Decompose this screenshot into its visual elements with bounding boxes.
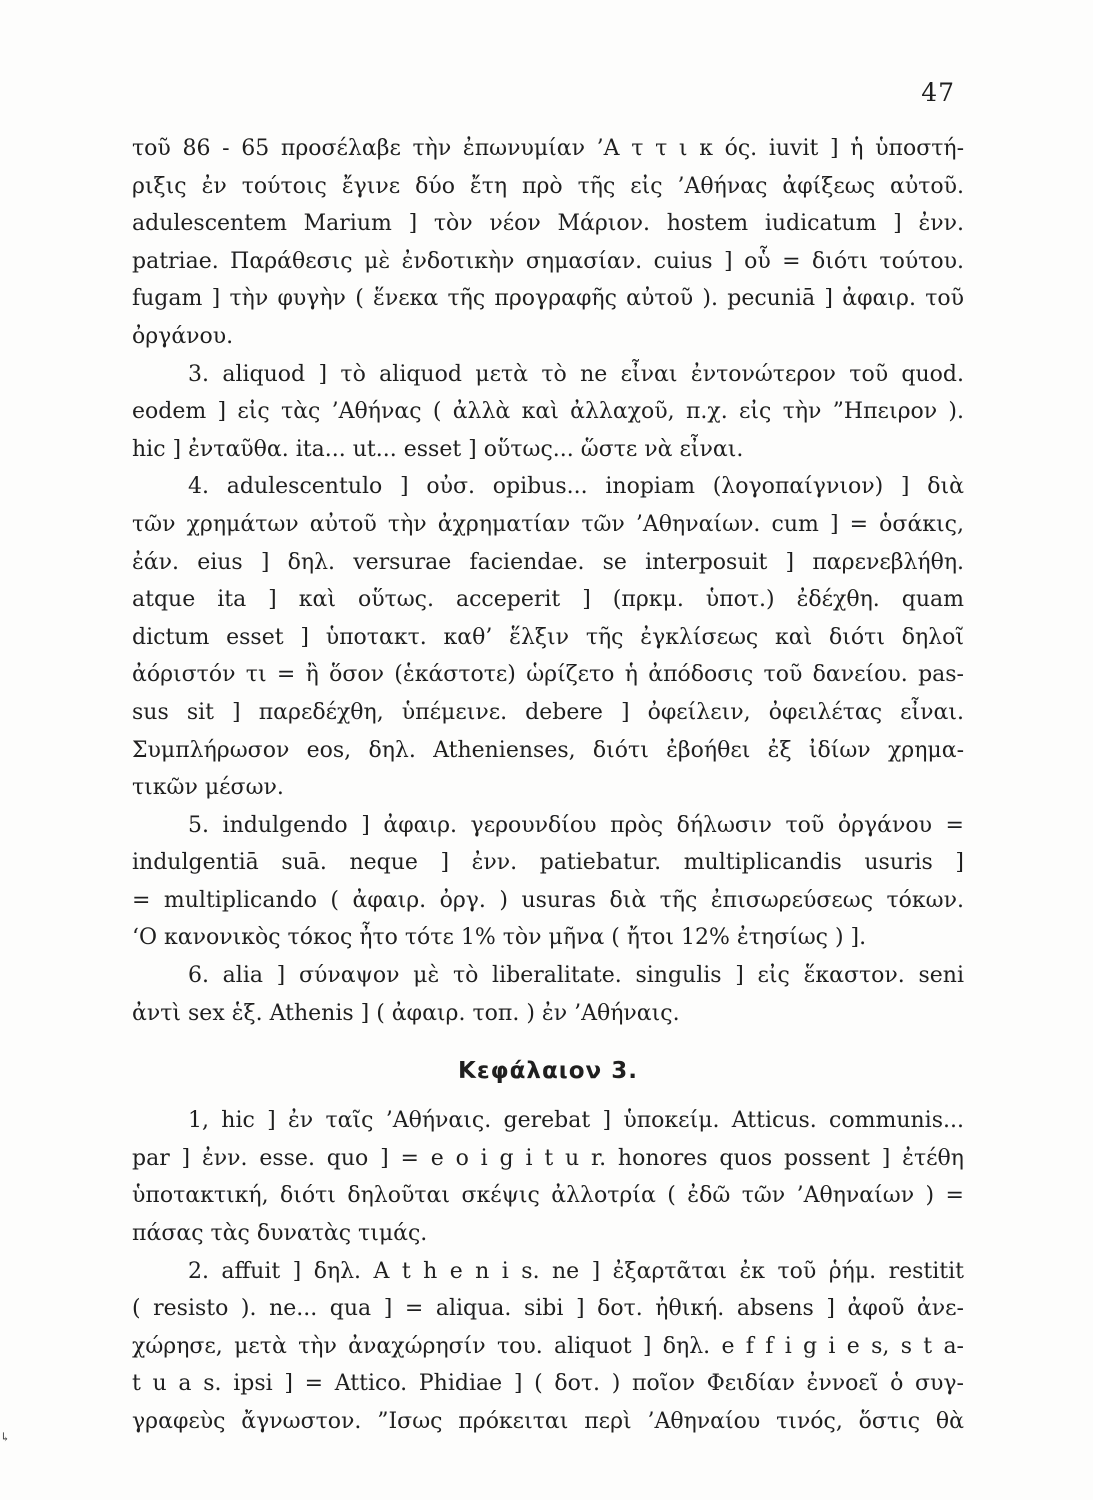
text-line: 1, hic ] ἐν ταῖς ’Αθήναις. gerebat ] ὑποκείμ. Atticus. communis... (188, 1108, 964, 1134)
text-line: hic ] ἐνταῦθα. ita... ut... esset ] οὕτως... ὥστε νὰ εἶναι. (132, 436, 744, 462)
text-line: t u a s. ipsi ] = Attico. Phidiae ] ( δοτ. ) ποῖον Φειδίαν ἐννοεῖ ὁ συγ- (132, 1371, 964, 1397)
text-line: ριξις ἐν τούτοις ἔγινε δύο ἔτη πρὸ τῆς εἰς ’Αθήνας ἀφίξεως αὐτοῦ. (132, 173, 964, 199)
text-line: ἀόριστόν τι = ἢ ὅσον (ἑκάστοτε) ὡρίζετο ἡ ἀπόδοσις τοῦ δανείου. pas- (132, 662, 964, 688)
text-line: ἐάν. eius ] δηλ. versurae faciendae. se interposuit ] παρενεβλήθη. (132, 549, 964, 575)
text-line: ὀργάνου. (132, 323, 234, 349)
text-line: 6. alia ] σύναψον μὲ τὸ liberalitate. singulis ] εἰς ἕκαστον. seni (188, 963, 964, 989)
scan-edge-mark: ↳ (0, 1430, 11, 1444)
chapter-heading: Κεφάλαιον 3. (458, 1058, 638, 1085)
text-line: τοῦ 86 - 65 προσέλαβε τὴν ἐπωνυμίαν ’Α τ τ ι κ ός. iuvit ] ἡ ὑποστή- (132, 136, 964, 161)
chapter-2-notes (132, 130, 964, 1032)
text-line: ‘Ο κανονικὸς τόκος ἦτο τότε 1% τὸν μῆνα ( ἤτοι 12% ἐτησίως ) ]. (132, 925, 867, 951)
text-line: = multiplicando ( ἀφαιρ. ὀργ. ) usuras διὰ τῆς ἐπισωρεύσεως τόκων. (132, 887, 964, 913)
text-line: Συμπλήρωσον eos, δηλ. Athenienses, διότι ἐβοήθει ἐξ ἰδίων χρημα- (132, 737, 964, 763)
page-number: 47 (921, 78, 955, 107)
text-line: 5. indulgendo ] ἀφαιρ. γερουνδίου πρὸς δήλωσιν τοῦ ὀργάνου = (188, 812, 964, 838)
text-line: πάσας τὰς δυνατὰς τιμάς. (132, 1221, 428, 1247)
text-line: 4. adulescentulo ] οὐσ. opibus... inopiam (λογοπαίγνιον) ] διὰ (188, 474, 964, 500)
text-line: χώρησε, μετὰ τὴν ἀναχώρησίν του. aliquot ] δηλ. e f f i g i e s, s t a- (132, 1333, 964, 1359)
text-line: sus sit ] παρεδέχθη, ὑπέμεινε. debere ] ὀφείλειν, ὀφειλέτας εἶναι. (132, 699, 964, 725)
text-line: adulescentem Marium ] τὸν νέον Μάριον. hostem iudicatum ] ἐνν. (132, 211, 964, 237)
text-line: ἀντὶ sex ἑξ. Athenis ] ( ἀφαιρ. τοπ. ) ἐν ’Αθήναις. (132, 1000, 680, 1026)
text-line: τῶν χρημάτων αὐτοῦ τὴν ἀχρηματίαν τῶν ’Αθηναίων. cum ] = ὁσάκις, (132, 511, 964, 537)
text-line: fugam ] τὴν φυγὴν ( ἕνεκα τῆς προγραφῆς αὐτοῦ ). pecuniā ] ἀφαιρ. τοῦ (132, 286, 964, 312)
text-line: indulgentiā suā. neque ] ἐνν. patiebatur. multiplicandis usuris ] (132, 850, 964, 876)
text-line: dictum esset ] ὑποτακτ. καθ’ ἕλξιν τῆς ἐγκλίσεως καὶ διότι δηλοῖ (132, 624, 964, 650)
text-line: 2. affuit ] δηλ. A t h e n i s. ne ] ἐξαρτᾶται ἐκ τοῦ ῥήμ. restitit (188, 1258, 964, 1284)
text-line: eodem ] εἰς τὰς ’Αθήνας ( ἀλλὰ καὶ ἀλλαχοῦ, π.χ. εἰς τὴν ”Ηπειρον ). (132, 399, 964, 425)
text-line: ὑποτακτική, διότι δηλοῦται σκέψις ἀλλοτρία ( ἐδῶ τῶν ’Αθηναίων ) = (132, 1183, 964, 1209)
chapter-3-notes (132, 1102, 964, 1440)
commentary-body (132, 130, 964, 1441)
text-line: patriae. Παράθεσις μὲ ἐνδοτικὴν σημασίαν. cuius ] οὗ = διότι τούτου. (132, 248, 964, 274)
text-line: τικῶν μέσων. (132, 775, 284, 801)
text-line: γραφεὺς ἄγνωστον. ”Ισως πρόκειται περὶ ’Αθηναίου τινός, ὅστις θὰ (132, 1409, 964, 1434)
text-line: atque ita ] καὶ οὕτως. acceperit ] (πρκμ. ὑποτ.) ἐδέχθη. quam (132, 587, 964, 613)
text-line: ( resisto ). ne... qua ] = aliqua. sibi ] δοτ. ἠθική. absens ] ἀφοῦ ἀνε- (132, 1296, 964, 1322)
text-line: par ] ἐνν. esse. quo ] = e o i g i t u r. honores quos possent ] ἐτέθη (132, 1145, 964, 1171)
text-line: 3. aliquod ] τὸ aliquod μετὰ τὸ ne εἶναι ἐντονώτερον τοῦ quod. (188, 361, 964, 387)
